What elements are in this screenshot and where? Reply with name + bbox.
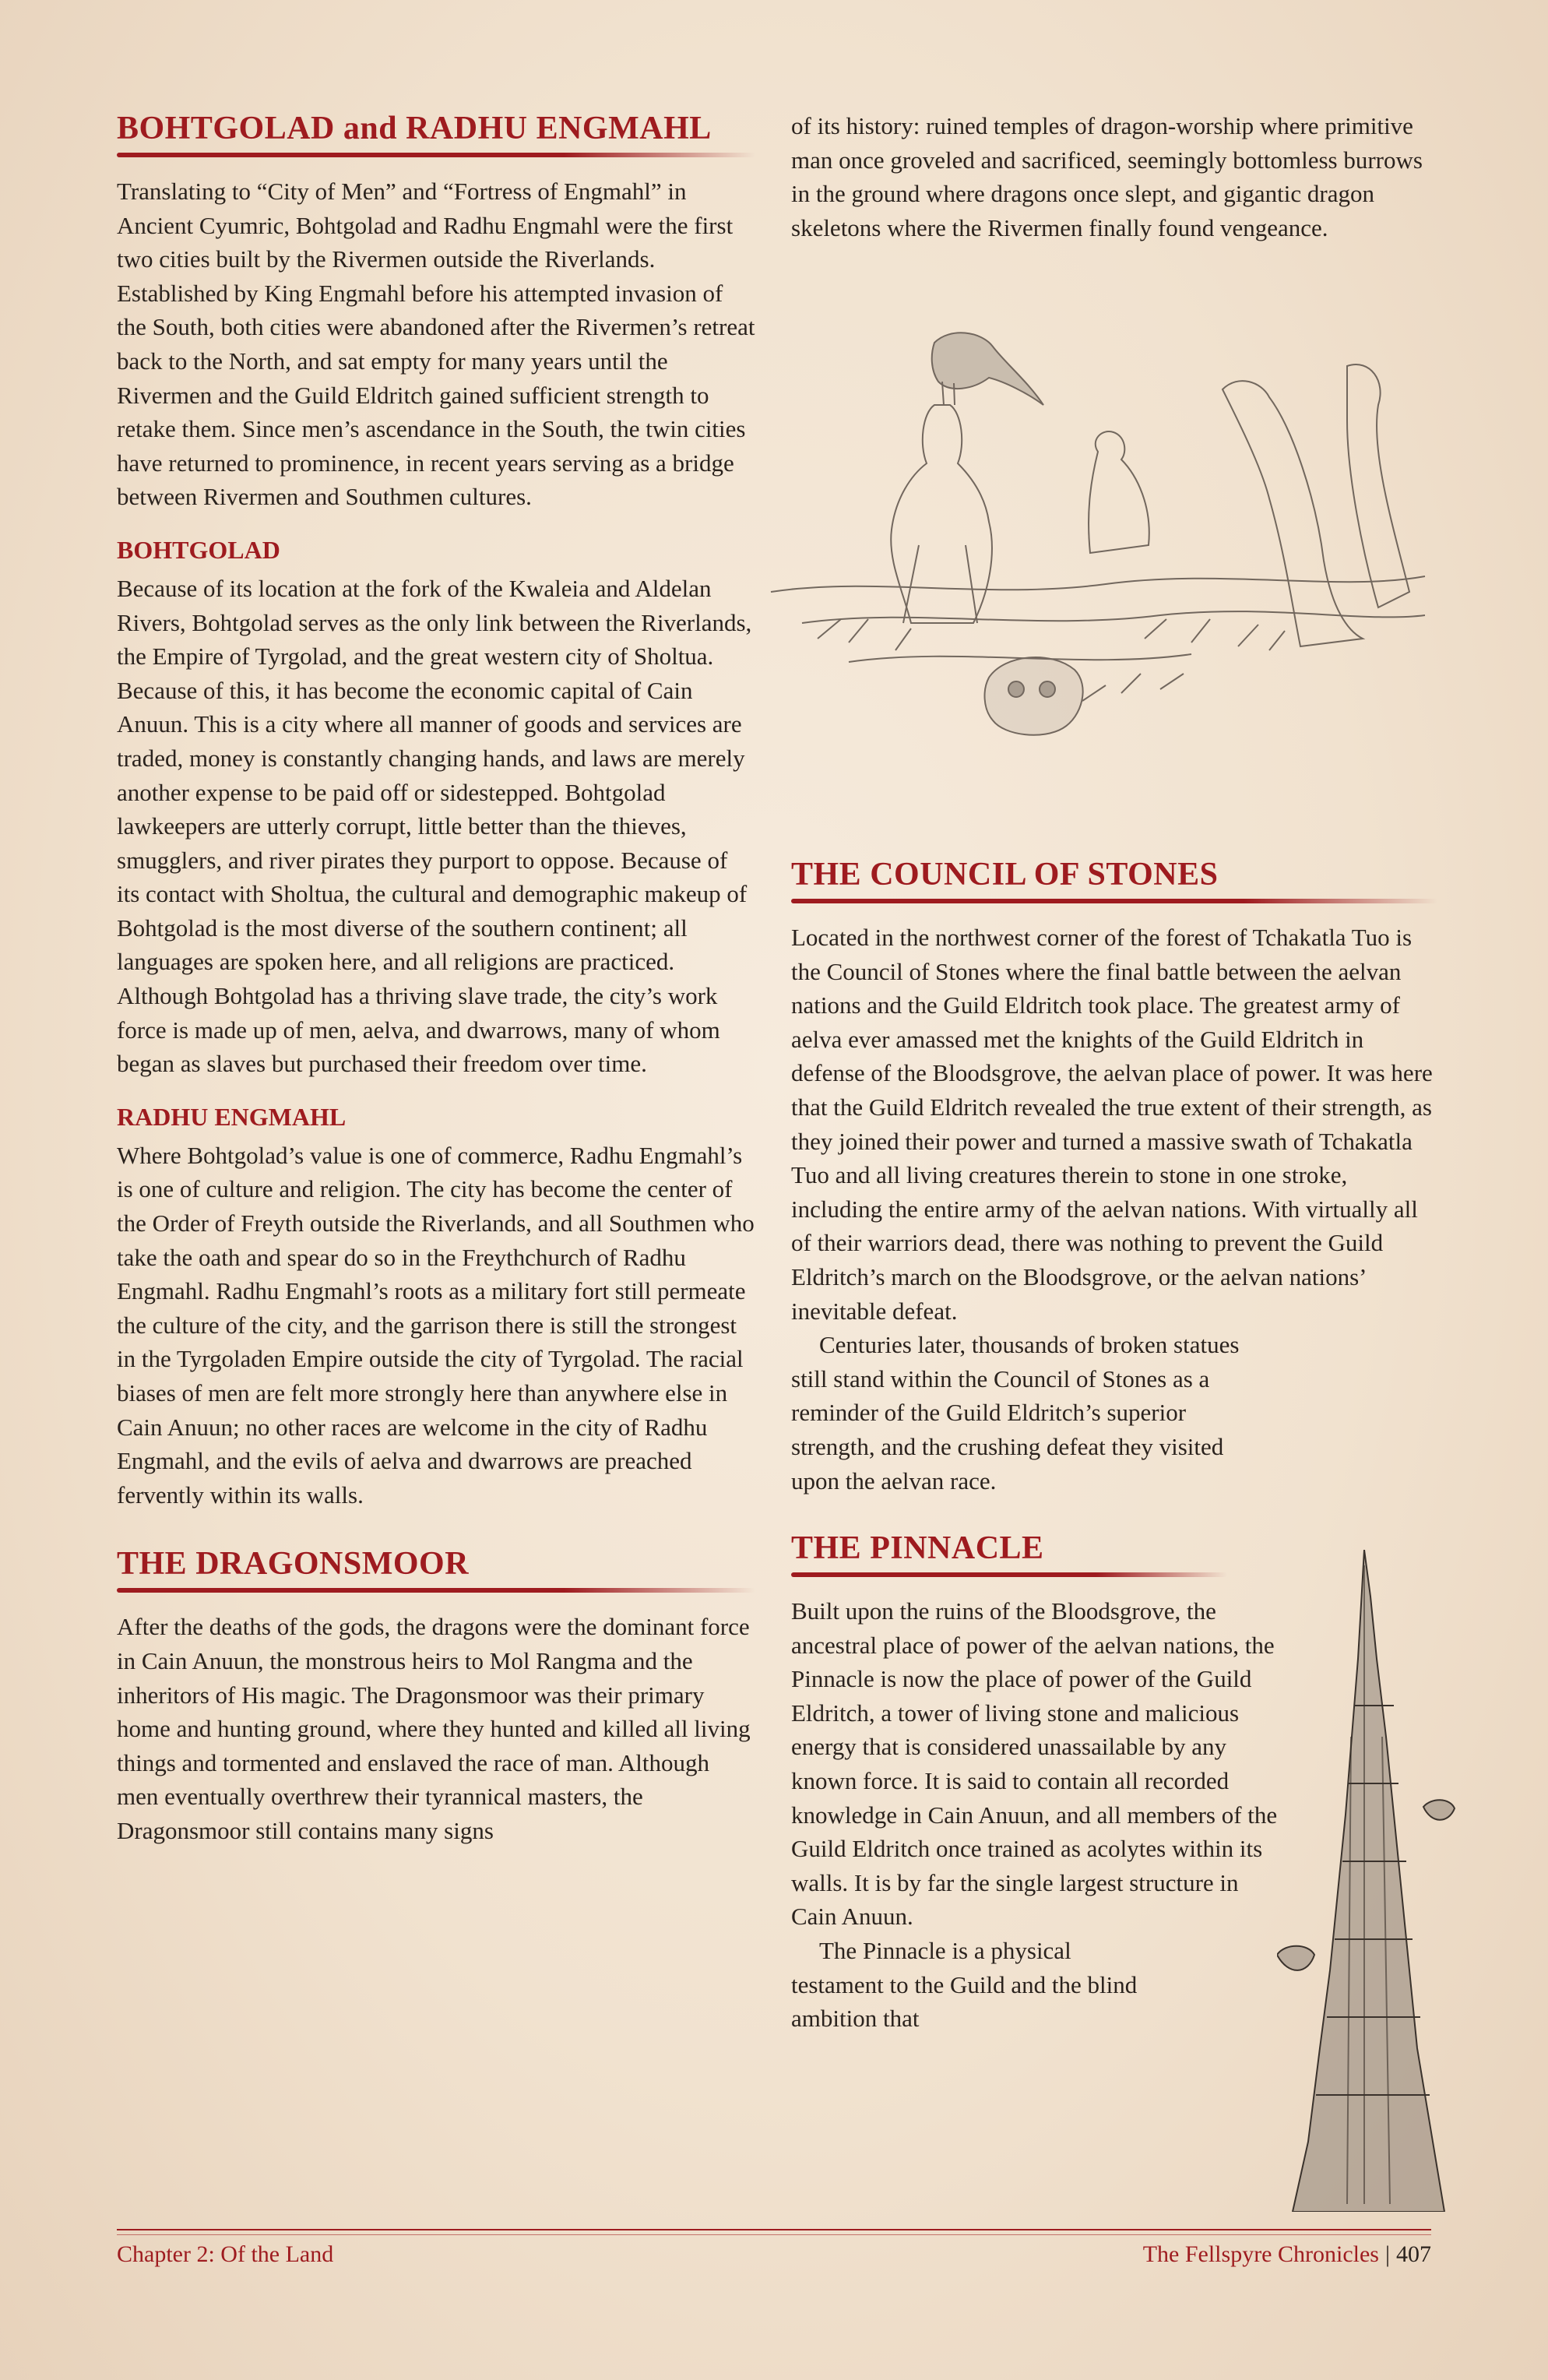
- heading-rule: [117, 153, 755, 157]
- council-text-2: Centuries later, thousands of broken statues still stand within the Council of Stones as a reminder of the Guild Eldritch’s superior strength, and the crushing defeat they visited upon the aelvan race.: [791, 1331, 1240, 1495]
- footer-book-title: [1143, 2241, 1431, 2268]
- footer-separator: |: [1384, 2241, 1390, 2267]
- heading-pinnacle: THE PINNACLE: [791, 1530, 1044, 1567]
- heading-dragonsmoor: THE DRAGONSMOOR: [117, 1546, 470, 1583]
- bohtgolad-text: Because of its location at the fork of the Kwaleia and Aldelan Rivers, Bohtgolad serves as the only link between the Riverlands, the Empire of Tyrgolad, and the great western city of Sholtua. Because of this, it has become the economic capital of Cain Anuun. This is a city where all manner of goods and services are traded, money is constantly changing hands, and laws are merely another expense to be paid off or sidestepped. Bohtgolad lawkeepers are utterly corrupt, little better than the thieves, smugglers, and river pirates they purport to oppose. Because of its contact with Sholtua, the cultural and demographic makeup of Bohtgolad is the most diverse of the southern continent; all languages are spoken here, and all religions are practiced. Although Bohtgolad has a thriving slave trade, the city’s work force is made up of men, aelva, and dwarrows, many of whom began as slaves but purchased their freedom over time.: [117, 574, 752, 1078]
- bohtgolad-radhu-intro: Translating to “City of Men” and “Fortress of Engmahl” in Ancient Cyumric, Bohtgolad and Radhu Engmahl were the first two cities built by the Rivermen outside the Riverlands. Established by King Engmahl before his attempted invasion of the South, both cities were abandoned after the Rivermen’s retreat back to the North, and sat empty for many years until the Rivermen and the Guild Eldritch gained sufficient strength to retake them. Since men’s ascendance in the South, the twin cities have returned to prominence, in recent years serving as a bridge between Rivermen and Southmen cultures.: [117, 178, 755, 511]
- heading-rule: [791, 1572, 1227, 1577]
- footer-chapter: Chapter 2: Of the Land: [117, 2241, 334, 2267]
- heading-rule: [117, 1588, 755, 1593]
- subheading-bohtgolad: BOHTGOLAD: [117, 535, 280, 564]
- heading-bohtgolad-radhu: BOHTGOLAD and RADHU ENGMAHL: [117, 111, 712, 146]
- dragonsmoor-text-left: After the deaths of the gods, the dragons were the dominant force in Cain Anuun, the monstrous heirs to Mol Rangma and the inheritors of His magic. The Dragonsmoor was their primary home and hunting ground, where they hunted and killed all living things and tormented and enslaved the race of man. Although men eventually overthrew their tyrannical masters, the Dragonsmoor still contains many signs: [117, 1613, 751, 1844]
- right-column: [791, 109, 1437, 245]
- statues-illustration: [755, 296, 1441, 794]
- pinnacle-tower-illustration: [1277, 1550, 1456, 2212]
- dragonsmoor-text-right: of its history: ruined temples of dragon-worship where primitive man once groveled and sacrificed, seemingly bottomless burrows in the ground where dragons once slept, and gigantic dragon skeletons where the Rivermen finally found vengeance.: [791, 112, 1423, 241]
- heading-rule: [791, 899, 1437, 903]
- subheading-radhu-engmahl: RADHU ENGMAHL: [117, 1102, 347, 1131]
- footer-rule: [117, 2229, 1431, 2230]
- pinnacle-text-1: Built upon the ruins of the Bloodsgrove, the ancestral place of power of the aelvan nations, the Pinnacle is now the place of power of the Guild Eldritch, a tower of living stone and malicious energy that is considered unassailable by any known force. It is said to contain all recorded knowledge in Cain Anuun, and all members of the Guild Eldritch once trained as acolytes within its walls. It is by far the single largest structure in Cain Anuun.: [791, 1597, 1278, 1931]
- pinnacle-text-2: The Pinnacle is a physical testament to the Guild and the blind ambition that: [791, 1937, 1138, 2033]
- radhu-engmahl-text: Where Bohtgolad’s value is one of commerce, Radhu Engmahl’s is one of culture and religion. The city has become the center of the Order of Freyth outside the Riverlands, and all Southmen who take the oath and spear do so in the Freythchurch of Radhu Engmahl. Radhu Engmahl’s roots as a military fort still permeate the culture of the city, and the garrison there is still the strongest in the Tyrgoladen Empire outside the city of Tyrgolad. The racial biases of men are felt more strongly here than anywhere else in Cain Anuun; no other races are welcome in the city of Radhu Engmahl, and the evils of aelva and dwarrows are preached fervently within its walls.: [117, 1141, 755, 1509]
- page-number: 407: [1396, 2241, 1431, 2267]
- footer-title-text: The Fellspyre Chronicles: [1142, 2241, 1379, 2267]
- heading-council-of-stones: THE COUNCIL OF STONES: [791, 857, 1219, 892]
- council-text-1: Located in the northwest corner of the forest of Tchakatla Tuo is the Council of Stones where the final battle between the aelvan nations and the Guild Eldritch took place. The greatest army of aelva ever amassed met the knights of the Guild Eldritch in defense of the Bloodsgrove, the aelvan place of power. It was here that the Guild Eldritch revealed the true extent of their strength, as they joined their power and turned a massive swath of Tchakatla Tuo and all living creatures therein to stone in one stroke, including the entire army of the aelvan nations. With virtually all of their warriors dead, there was nothing to prevent the Guild Eldritch’s march on the Bloodsgrove, or the aelvan nations’ inevitable defeat.: [791, 924, 1433, 1325]
- footer-rule-thin: [117, 2234, 1431, 2235]
- left-column: [117, 109, 755, 1848]
